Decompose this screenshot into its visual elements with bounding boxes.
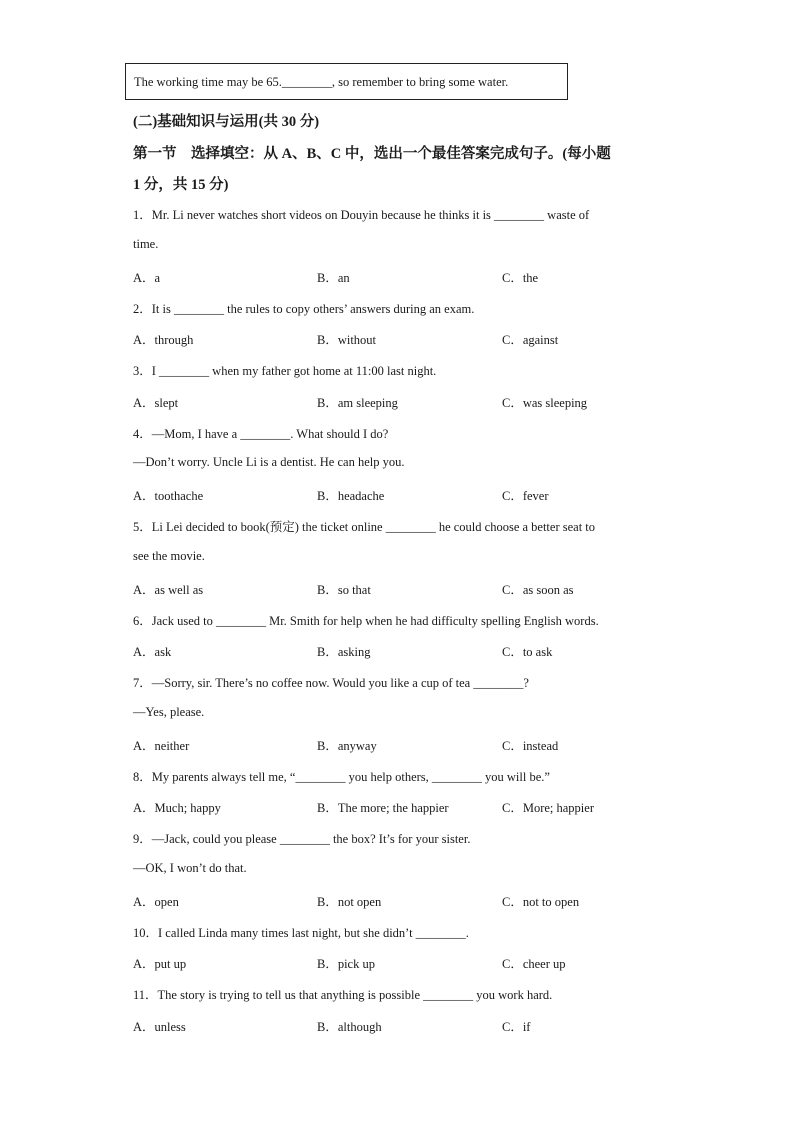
question-8-option-b[interactable]: B．The more; the happier [317, 801, 449, 815]
passage-box [125, 63, 568, 100]
passage-text: The working time may be 65.________, so remember to bring some water. [134, 75, 509, 89]
question-2-option-a[interactable]: A．through [133, 333, 194, 347]
question-9-option-a[interactable]: A．open [133, 895, 179, 909]
question-8-option-a[interactable]: A．Much; happy [133, 801, 221, 815]
question-3-option-a[interactable]: A．slept [133, 396, 179, 410]
question-9-stem: 9．—Jack, could you please ________ the box? It’s for your sister. [133, 832, 471, 846]
question-10-stem: 10．I called Linda many times last night, but she didn’t ________. [133, 926, 469, 940]
question-4-stem: 4．—Mom, I have a ________. What should I do? [133, 427, 389, 441]
question-1-option-a[interactable]: A．a [133, 271, 161, 285]
question-8-stem: 8．My parents always tell me, “________ you help others, ________ you will be.” [133, 770, 550, 784]
section-heading: (二)基础知识与运用(共 30 分) [133, 114, 320, 130]
question-1-option-b[interactable]: B．an [317, 271, 350, 285]
question-10-option-a[interactable]: A．put up [133, 957, 187, 971]
question-9-stem-cont: —OK, I won’t do that. [133, 861, 247, 875]
question-2-stem: 2．It is ________ the rules to copy others’ answers during an exam. [133, 302, 475, 316]
question-10-option-c[interactable]: C．cheer up [502, 957, 566, 971]
question-2-option-b[interactable]: B．without [317, 333, 377, 347]
question-3-stem: 3．I ________ when my father got home at 11:00 last night. [133, 364, 437, 378]
question-11-option-c[interactable]: C．if [502, 1020, 531, 1034]
question-6-option-c[interactable]: C．to ask [502, 645, 553, 659]
question-4-option-a[interactable]: A．toothache [133, 489, 204, 503]
question-9-option-c[interactable]: C．not to open [502, 895, 580, 909]
question-1-stem: 1．Mr. Li never watches short videos on Douyin because he thinks it is ________ waste of [133, 208, 590, 222]
question-11-stem: 11．The story is trying to tell us that anything is possible ________ you work hard. [133, 988, 553, 1002]
question-1-option-c[interactable]: C．the [502, 271, 539, 285]
question-6-stem: 6．Jack used to ________ Mr. Smith for help when he had difficulty spelling English words. [133, 614, 599, 628]
question-3-option-c[interactable]: C．was sleeping [502, 396, 588, 410]
question-7-option-b[interactable]: B．anyway [317, 739, 377, 753]
question-3-option-b[interactable]: B．am sleeping [317, 396, 398, 410]
question-1-stem-cont: time. [133, 237, 159, 251]
question-9-option-b[interactable]: B．not open [317, 895, 382, 909]
question-5-stem: 5．Li Lei decided to book(预定) the ticket online ________ he could choose a better seat to [133, 520, 596, 534]
question-5-option-a[interactable]: A．as well as [133, 583, 204, 597]
question-6-option-b[interactable]: B．asking [317, 645, 371, 659]
question-5-option-c[interactable]: C．as soon as [502, 583, 574, 597]
question-7-stem-cont: —Yes, please. [133, 705, 205, 719]
question-6-option-a[interactable]: A．ask [133, 645, 172, 659]
question-5-stem-cont: see the movie. [133, 549, 205, 563]
question-8-option-c[interactable]: C．More; happier [502, 801, 594, 815]
question-10-option-b[interactable]: B．pick up [317, 957, 375, 971]
question-5-option-b[interactable]: B．so that [317, 583, 371, 597]
question-11-option-a[interactable]: A．unless [133, 1020, 186, 1034]
section-subheading-cont: 1 分，共 15 分) [133, 177, 229, 193]
section-subheading: 第一节 选择填空：从 A、B、C 中，选出一个最佳答案完成句子。(每小题 [133, 146, 611, 162]
question-7-option-c[interactable]: C．instead [502, 739, 559, 753]
question-4-stem-cont: —Don’t worry. Uncle Li is a dentist. He can help you. [133, 455, 405, 469]
question-4-option-c[interactable]: C．fever [502, 489, 549, 503]
question-7-option-a[interactable]: A．neither [133, 739, 190, 753]
question-11-option-b[interactable]: B．although [317, 1020, 382, 1034]
question-7-stem: 7．—Sorry, sir. There’s no coffee now. Would you like a cup of tea ________? [133, 676, 529, 690]
question-2-option-c[interactable]: C．against [502, 333, 559, 347]
question-4-option-b[interactable]: B．headache [317, 489, 385, 503]
